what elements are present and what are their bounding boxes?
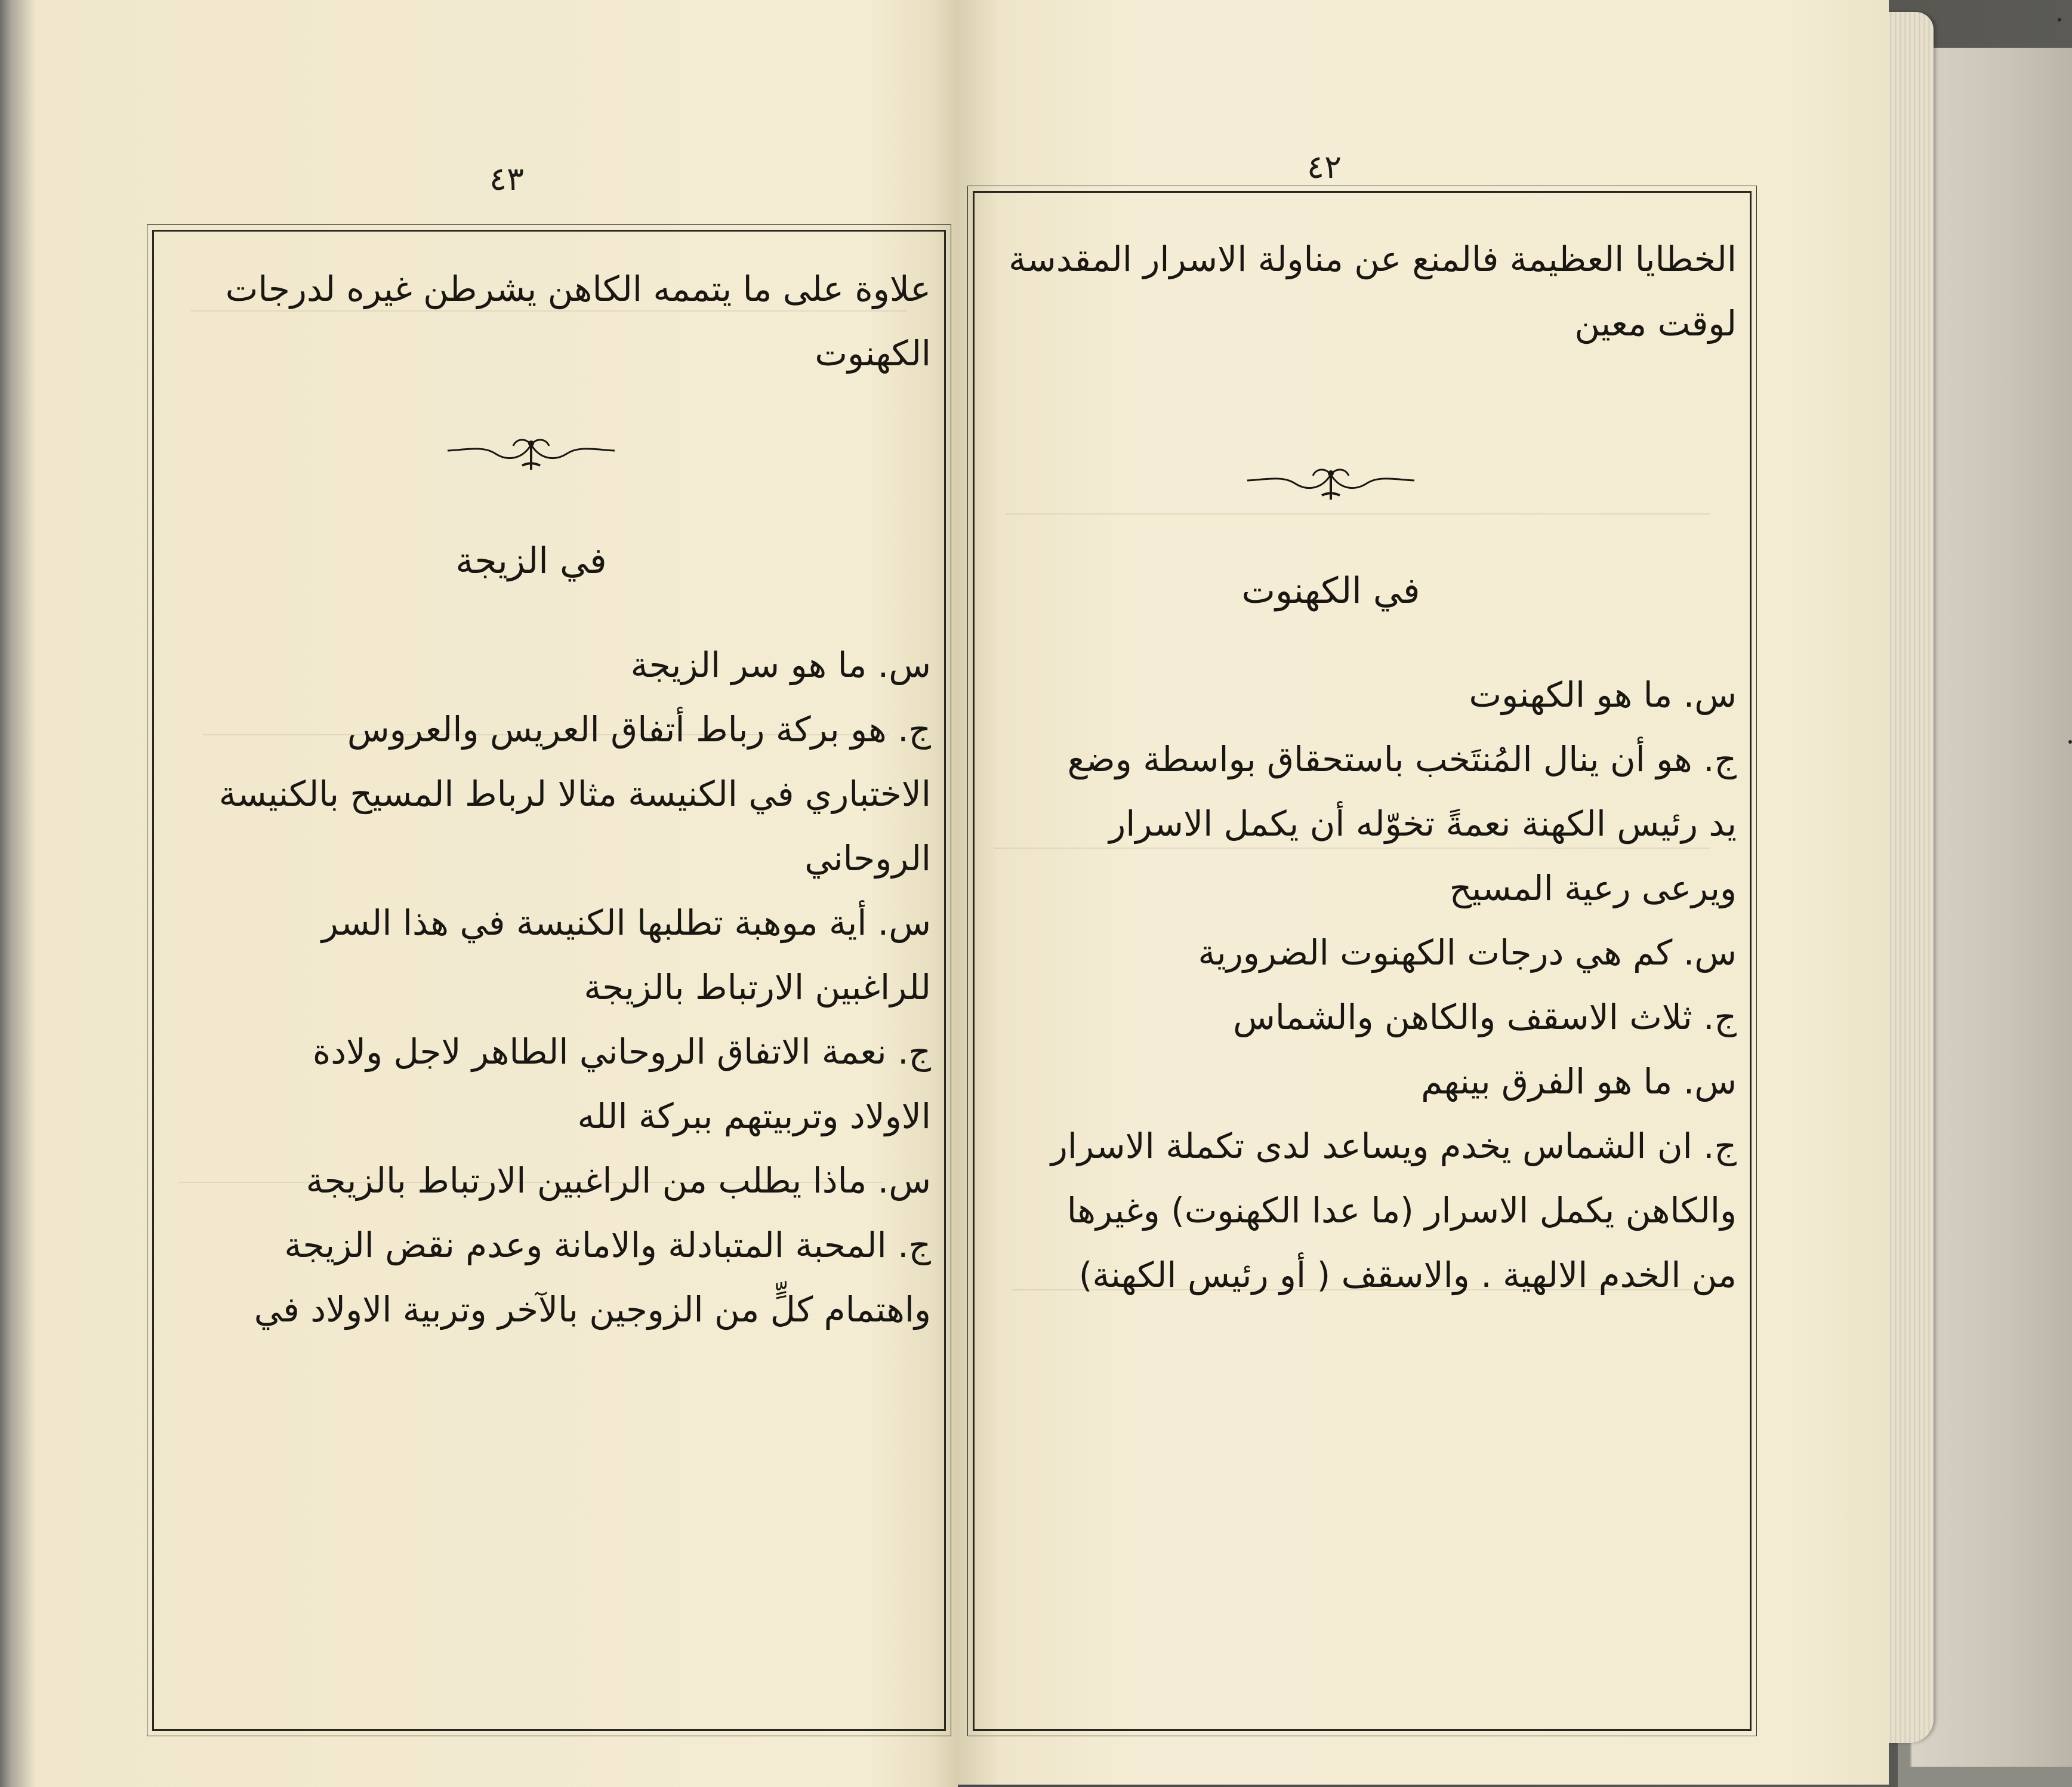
text-line: س. أية موهبة تطلبها الكنيسة في هذا السر: [321, 902, 931, 943]
text-line: والكاهن يكمل الاسرار (ما عدا الكهنوت) وغيرها: [1066, 1190, 1737, 1231]
right-top-text: [985, 227, 1737, 356]
text-line: الكهنوت: [815, 333, 931, 374]
page-left: [0, 0, 958, 1787]
text-line: ج. ان الشماس يخدم ويساعد لدى تكملة الاسرار: [1050, 1126, 1737, 1166]
text-line: س. ماذا يطلب من الراغبين الارتباط بالزيجة: [306, 1160, 931, 1201]
bleed-through: [1006, 513, 1710, 514]
text-line: ويرعى رعية المسيح: [1449, 868, 1737, 908]
text-line: من الخدم الالهية . والاسقف ( أو رئيس الكهنة): [1078, 1255, 1737, 1295]
text-line: الخطايا العظيمة فالمنع عن مناولة الاسرار المقدسة: [1009, 239, 1737, 279]
text-line: ج. هو بركة رباط أتفاق العريس والعروس: [347, 709, 931, 750]
dust-speck: [2058, 18, 2061, 21]
text-line: الاولاد وتربيتهم ببركة الله: [577, 1096, 931, 1136]
text-line: س. كم هي درجات الكهنوت الضرورية: [1198, 932, 1737, 973]
text-line: الروحاني: [804, 838, 931, 879]
page-number-right: ٤٢: [1307, 148, 1342, 186]
text-line: س. ما هو الفرق بينهم: [1421, 1061, 1737, 1102]
cover-board: [1910, 48, 2072, 1767]
text-line: س. ما هو سر الزيجة: [630, 645, 931, 685]
section-heading-left: في الزيجة: [455, 540, 607, 582]
text-line: ج. ثلاث الاسقف والكاهن والشماس: [1233, 997, 1737, 1037]
left-body-text: [161, 633, 931, 1342]
text-line: الاختباري في الكنيسة مثالا لرباط المسيح بالكنيسة: [218, 774, 931, 814]
text-line: يد رئيس الكهنة نعمةً تخوّله أن يكمل الاسرار: [1109, 803, 1737, 844]
text-line: لوقت معين: [1574, 303, 1737, 344]
page-number-left: ٤٣: [489, 160, 525, 198]
page-right: [958, 0, 1889, 1785]
right-body-text: [985, 663, 1737, 1307]
section-heading-right: في الكهنوت: [1241, 570, 1420, 612]
text-line: ج. المحبة المتبادلة والامانة وعدم نقض الزيجة: [284, 1225, 931, 1265]
text-line: ج. نعمة الاتفاق الروحاني الطاهر لاجل ولادة: [312, 1031, 931, 1072]
text-line: واهتمام كلٍّ من الزوجين بالآخر وتربية الاولاد في: [254, 1289, 931, 1330]
text-line: علاوة على ما يتممه الكاهن يشرطن غيره لدرجات: [225, 269, 931, 309]
text-line: ج. هو أن ينال المُنتَخب باستحقاق بواسطة وضع: [1067, 739, 1737, 779]
text-line: للراغبين الارتباط بالزيجة: [584, 967, 931, 1008]
ornament-divider-right: [1241, 463, 1420, 504]
dust-speck: [2068, 740, 2072, 744]
left-top-text: [161, 257, 931, 386]
ornament-divider-left: [442, 433, 621, 475]
text-line: س. ما هو الكهنوت: [1469, 674, 1737, 715]
